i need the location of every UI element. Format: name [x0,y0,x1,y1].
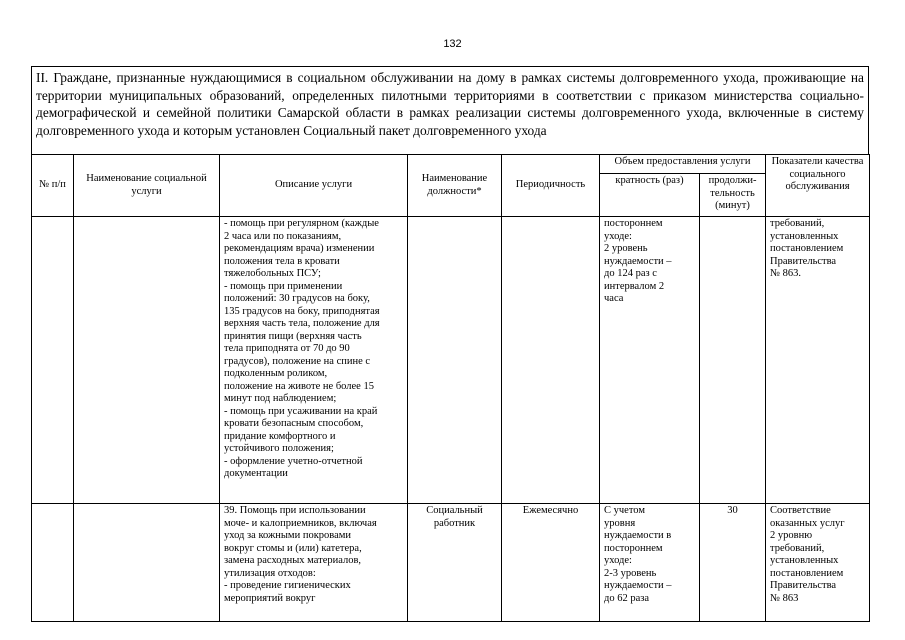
header-quality: Показатели качества социального обслуживания [766,155,870,217]
header-row-1 [32,155,870,174]
table-row [32,504,870,622]
row-multiplicity: постороннем уходе: 2 уровень нуждаемости – до 124 раз с интервалом 2 часа [600,217,700,504]
services-table [31,154,870,622]
row-description: 39. Помощь при использовании моче- и калоприемников, включая уход за кожными покровами вокруг стомы и (или) катетера, замена расходных материалов, утилизация отходов: - проведение гигиенических мероприятий вокруг [220,504,408,622]
row-description: - помощь при регулярном (каждые 2 часа или по показаниям, рекомендациям врача) изменении положения тела в кровати тяжелобольных ПСУ; - помощь при применении положений: 30 градусов на боку, 135 градусов на боку, приподнятая верхняя часть тела, положение для принятия пищи (верхняя часть тела приподнята от 70 до 90 градусов), положение на спине с подколенным роликом, положение на животе не более 15 минут под наблюдением; - помощь при усаживании на край кровати безопасным способом, придание комфортного и устойчивого положения; - оформление учетно-отчетной документации [220,217,408,504]
row-num [32,217,74,504]
row-num [32,504,74,622]
row-quality: Соответствие оказанных услуг 2 уровню требований, установленных постановлением Правительства № 863 [766,504,870,622]
header-name: Наименование социальной услуги [74,155,220,217]
header-multiplicity: кратность (раз) [600,174,700,217]
row-position [408,217,502,504]
row-position: Социальный работник [408,504,502,622]
row-periodicity: Ежемесячно [502,504,600,622]
row-multiplicity: С учетом уровня нуждаемости в постороннем уходе: 2-3 уровень нуждаемости – до 62 раза [600,504,700,622]
row-quality: требований, установленных постановлением Правительства № 863. [766,217,870,504]
header-volume-group: Объем предоставления услуги [600,155,766,174]
header-periodicity: Периодичность [502,155,600,217]
row-name [74,217,220,504]
row-periodicity [502,217,600,504]
table-row [32,217,870,504]
row-name [74,504,220,622]
header-duration: продолжи-тельность (минут) [700,174,766,217]
header-description: Описание услуги [220,155,408,217]
row-duration: 30 [700,504,766,622]
header-num: № п/п [32,155,74,217]
header-position: Наименование должности* [408,155,502,217]
page-number: 132 [443,38,462,50]
section-heading: II. Граждане, признанные нуждающимися в социальном обслуживании на дому в рамках системы долговременного ухода, проживающие на территории муниципальных образований, определенных пилотными территориями в соответствии с приказом министерства социально-демографической и семейной политики Самарской области в рамках реализации системы долговременного ухода, включенные в систему долговременного ухода и которым установлен Социальный пакет долговременного ухода [31,66,869,154]
row-duration [700,217,766,504]
